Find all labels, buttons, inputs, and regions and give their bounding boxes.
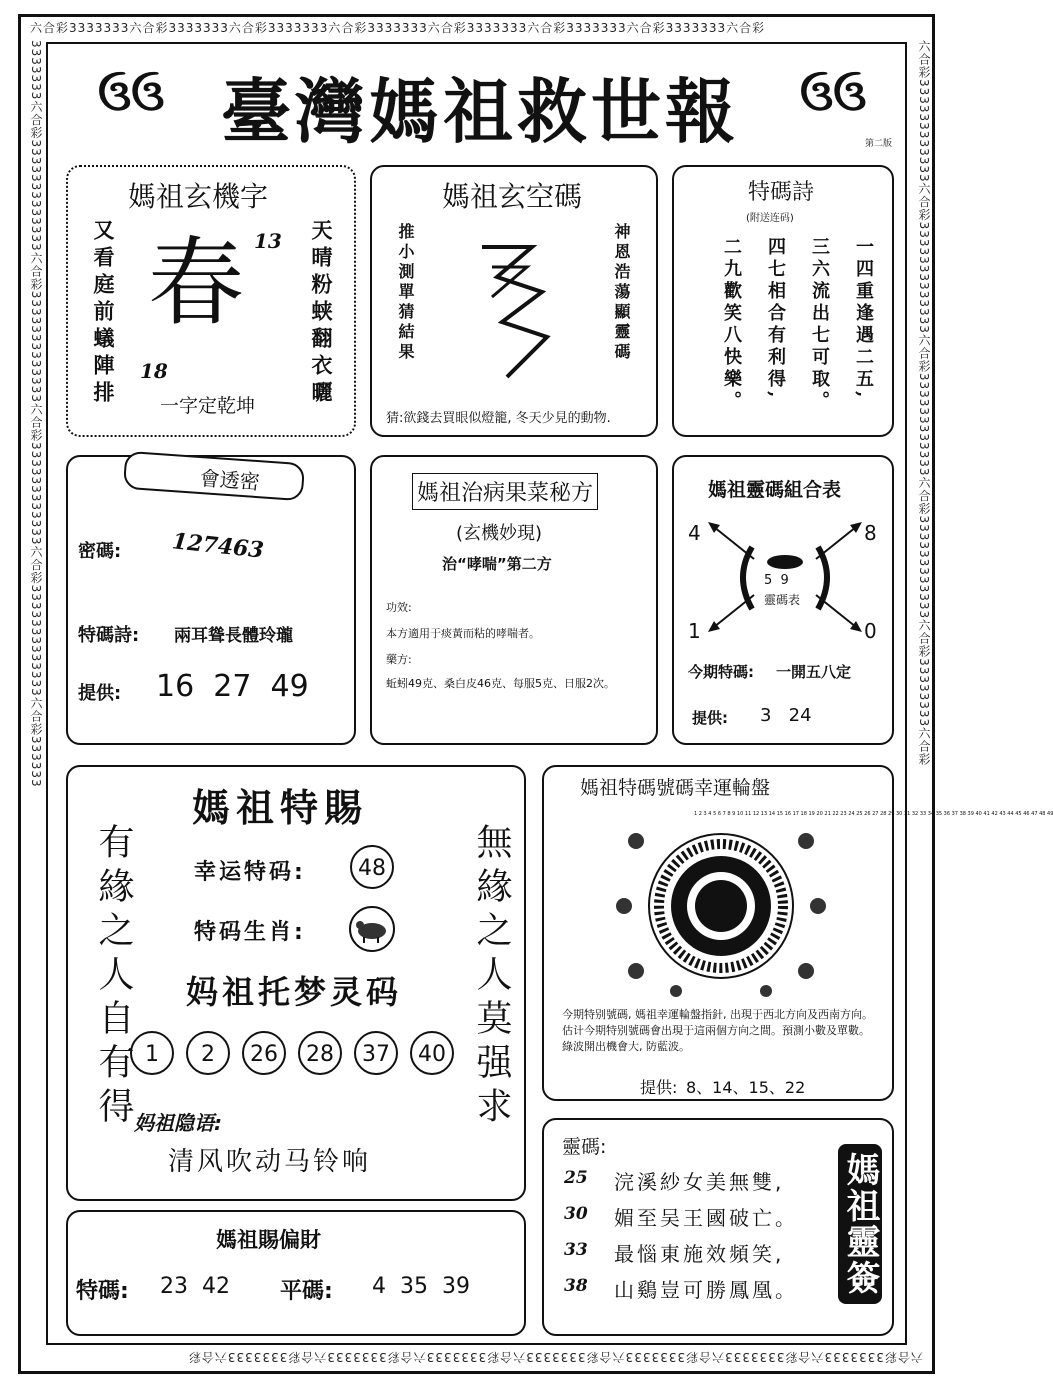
poem-column-2: 三六流出七可取。 (809, 237, 830, 413)
dream-number-6: 40 (410, 1031, 454, 1075)
box-heading: 媽祖玄空碼 (442, 180, 583, 213)
box-heading: 特碼詩 (748, 180, 815, 205)
dream-number-1: 1 (130, 1031, 174, 1075)
tema-label: 特碼: (76, 1279, 129, 1304)
poem-label: 特碼詩: (78, 625, 140, 646)
poem-column-3: 四七相合有利得, (765, 237, 786, 402)
mima-label: 密碼: (78, 541, 122, 562)
masthead (60, 52, 893, 152)
mystic-character-box (66, 165, 356, 437)
dream-heading: 妈祖托梦灵码 (186, 973, 403, 1011)
provide-label: 提供: (692, 709, 728, 727)
provide-label: 提供: (78, 683, 122, 704)
line-text-4: 山鷄豈可勝鳳凰。 (614, 1278, 798, 1302)
caption: 一字定乾坤 (160, 395, 256, 417)
newspaper-title: 臺灣媽祖救世報 (221, 70, 739, 153)
wheel-numbers: 1 2 3 4 5 6 7 8 9 10 11 12 13 14 15 16 17 18 19 20 21 22 23 24 25 26 27 28 29 30 31 32 33 34 35 36 37 38 39 40 41 42 43 44 45 46 47 48 49 (694, 811, 1053, 817)
poem-column-4: 二九歡笑八快樂。 (721, 237, 742, 413)
number-bottom-right: 0 (864, 619, 877, 643)
number-bottom: 18 (140, 359, 168, 383)
box-subheading: (附送连码) (746, 213, 794, 224)
box-heading: 媽祖特碼號碼幸運輪盤 (580, 777, 771, 799)
pingma-label: 平碼: (280, 1279, 333, 1304)
edition-label: 第二版 (865, 139, 893, 149)
poem-column-1: 一四重逢遇二五, (853, 237, 874, 402)
lucky-code-label: 幸运特码: (194, 860, 306, 885)
box-subheading: (玄機妙現) (456, 523, 543, 544)
box-heading: 媽祖特賜 (192, 785, 369, 830)
dream-number-2: 2 (186, 1031, 230, 1075)
lucky-code-circle: 48 (350, 845, 394, 889)
right-poem: 天晴粉蛱翻衣曬 (309, 219, 334, 408)
box-heading: 媽祖靈碼組合表 (708, 479, 842, 501)
pingma-value: 4 35 39 (372, 1274, 470, 1299)
line-text-2: 媚至吴王國破亡。 (614, 1206, 798, 1230)
recipe-label: 藥方: (386, 653, 412, 666)
border-strip-left: 3333333六合彩3333333333333六合彩3333333333333六合彩333333333333六合彩3333333333333六合彩333333 (29, 40, 43, 788)
provide-label: 提供: (640, 1078, 678, 1097)
zodiac-label: 特码生肖: (194, 920, 306, 945)
big-character: 春 (148, 227, 244, 339)
special-code-poem-box (672, 165, 894, 437)
number-top: 13 (254, 229, 282, 253)
mystic-glyph-icon (472, 237, 562, 387)
right-poem: 神恩浩蕩顯靈碼 (612, 223, 631, 363)
right-vertical-text: 無緣之人莫强求 (471, 823, 512, 1131)
number-top-right: 8 (864, 521, 877, 545)
herbal-remedy-box (370, 455, 658, 745)
tema-value: 一開五八定 (776, 663, 852, 681)
line-number-4: 38 (564, 1276, 588, 1296)
badge-label: 會透密 (198, 466, 261, 495)
number-top-left: 4 (688, 521, 701, 545)
border-strip-right: 六合彩333333333333六合彩3333333333333六合彩333333333333六合彩333333333333六合彩33333333六合彩 (917, 40, 931, 767)
effect-text: 本方適用于痰黃而粘的哮喘者。 (386, 627, 540, 640)
mima-value: 127463 (170, 528, 265, 564)
box-heading: 媽祖賜偏財 (216, 1227, 321, 1252)
box-heading: 媽祖玄機字 (128, 180, 269, 213)
center-numbers: 5 9 (764, 573, 789, 588)
wheel-description: 今期特别號碼, 媽祖幸運輪盤指針, 出現于西北方向及西南方向。估计今期特别號碼會出現于這兩個方向之間。預測小數及單數。綠波開出機會大, 防藍波。 (562, 1008, 873, 1053)
riddle-text: 猜:欲錢去買眼似燈籠, 冬天少見的動物. (386, 411, 611, 426)
border-strip-top: 六合彩3333333六合彩3333333六合彩3333333六合彩3333333六合彩3333333六合彩3333333六合彩3333333六合彩 (30, 21, 766, 35)
left-poem: 又看庭前蟻陣排 (91, 219, 116, 408)
mystic-code-box (370, 165, 658, 437)
swirl-ornament-icon: ઉઉ (98, 70, 165, 121)
special-gift-box (66, 765, 526, 1201)
dream-number-5: 37 (354, 1031, 398, 1075)
hidden-words-text: 清风吹动马铃响 (168, 1147, 372, 1177)
spirit-code-box (542, 1118, 894, 1336)
fortune-box (66, 1210, 526, 1336)
line-text-1: 浣溪紗女美無雙, (614, 1170, 785, 1194)
effect-label: 功效: (386, 601, 412, 614)
hidden-words-label: 妈祖隐语: (134, 1111, 222, 1135)
code-combination-box (672, 455, 894, 745)
dream-number-4: 28 (298, 1031, 342, 1075)
recipe-text: 蚯蚓49克、桑白皮46克、每服5克、日服2次。 (386, 677, 615, 690)
tema-value: 23 42 (160, 1274, 230, 1299)
remedy-title: 治“哮喘”第二方 (442, 555, 552, 573)
poem-value: 兩耳聳長體玲瓏 (174, 626, 293, 646)
secret-code-box (66, 455, 356, 745)
line-text-3: 最惱東施效頻笑, (614, 1242, 785, 1266)
badge (123, 451, 305, 501)
left-vertical-text: 有緣之人自有得 (93, 823, 134, 1131)
line-number-2: 30 (564, 1204, 588, 1224)
box-heading: 媽祖治病果菜秘方 (412, 473, 598, 510)
center-label: 靈碼表 (764, 593, 801, 607)
tema-label: 今期特碼: (688, 663, 754, 681)
provide-value: 8、14、15、22 (686, 1078, 806, 1097)
box-heading: 靈碼: (562, 1136, 607, 1158)
line-number-1: 25 (564, 1168, 588, 1188)
border-strip-bottom: 六合彩3333333六合彩3333333六合彩3333333六合彩3333333六合彩3333333六合彩3333333六合彩3333333六合彩 (187, 1350, 923, 1364)
dream-number-3: 26 (242, 1031, 286, 1075)
swirl-ornament-icon: ઉઉ (800, 70, 867, 121)
line-number-3: 33 (564, 1240, 588, 1260)
seal-stamp: 媽祖靈簽 (838, 1144, 882, 1304)
provide-value: 3 24 (760, 705, 812, 726)
left-poem: 推小測單猜結果 (396, 223, 415, 363)
ox-icon (348, 905, 396, 953)
number-bottom-left: 1 (688, 619, 701, 643)
provide-value: 16 27 49 (156, 669, 309, 704)
lucky-wheel-box (542, 765, 1053, 1101)
